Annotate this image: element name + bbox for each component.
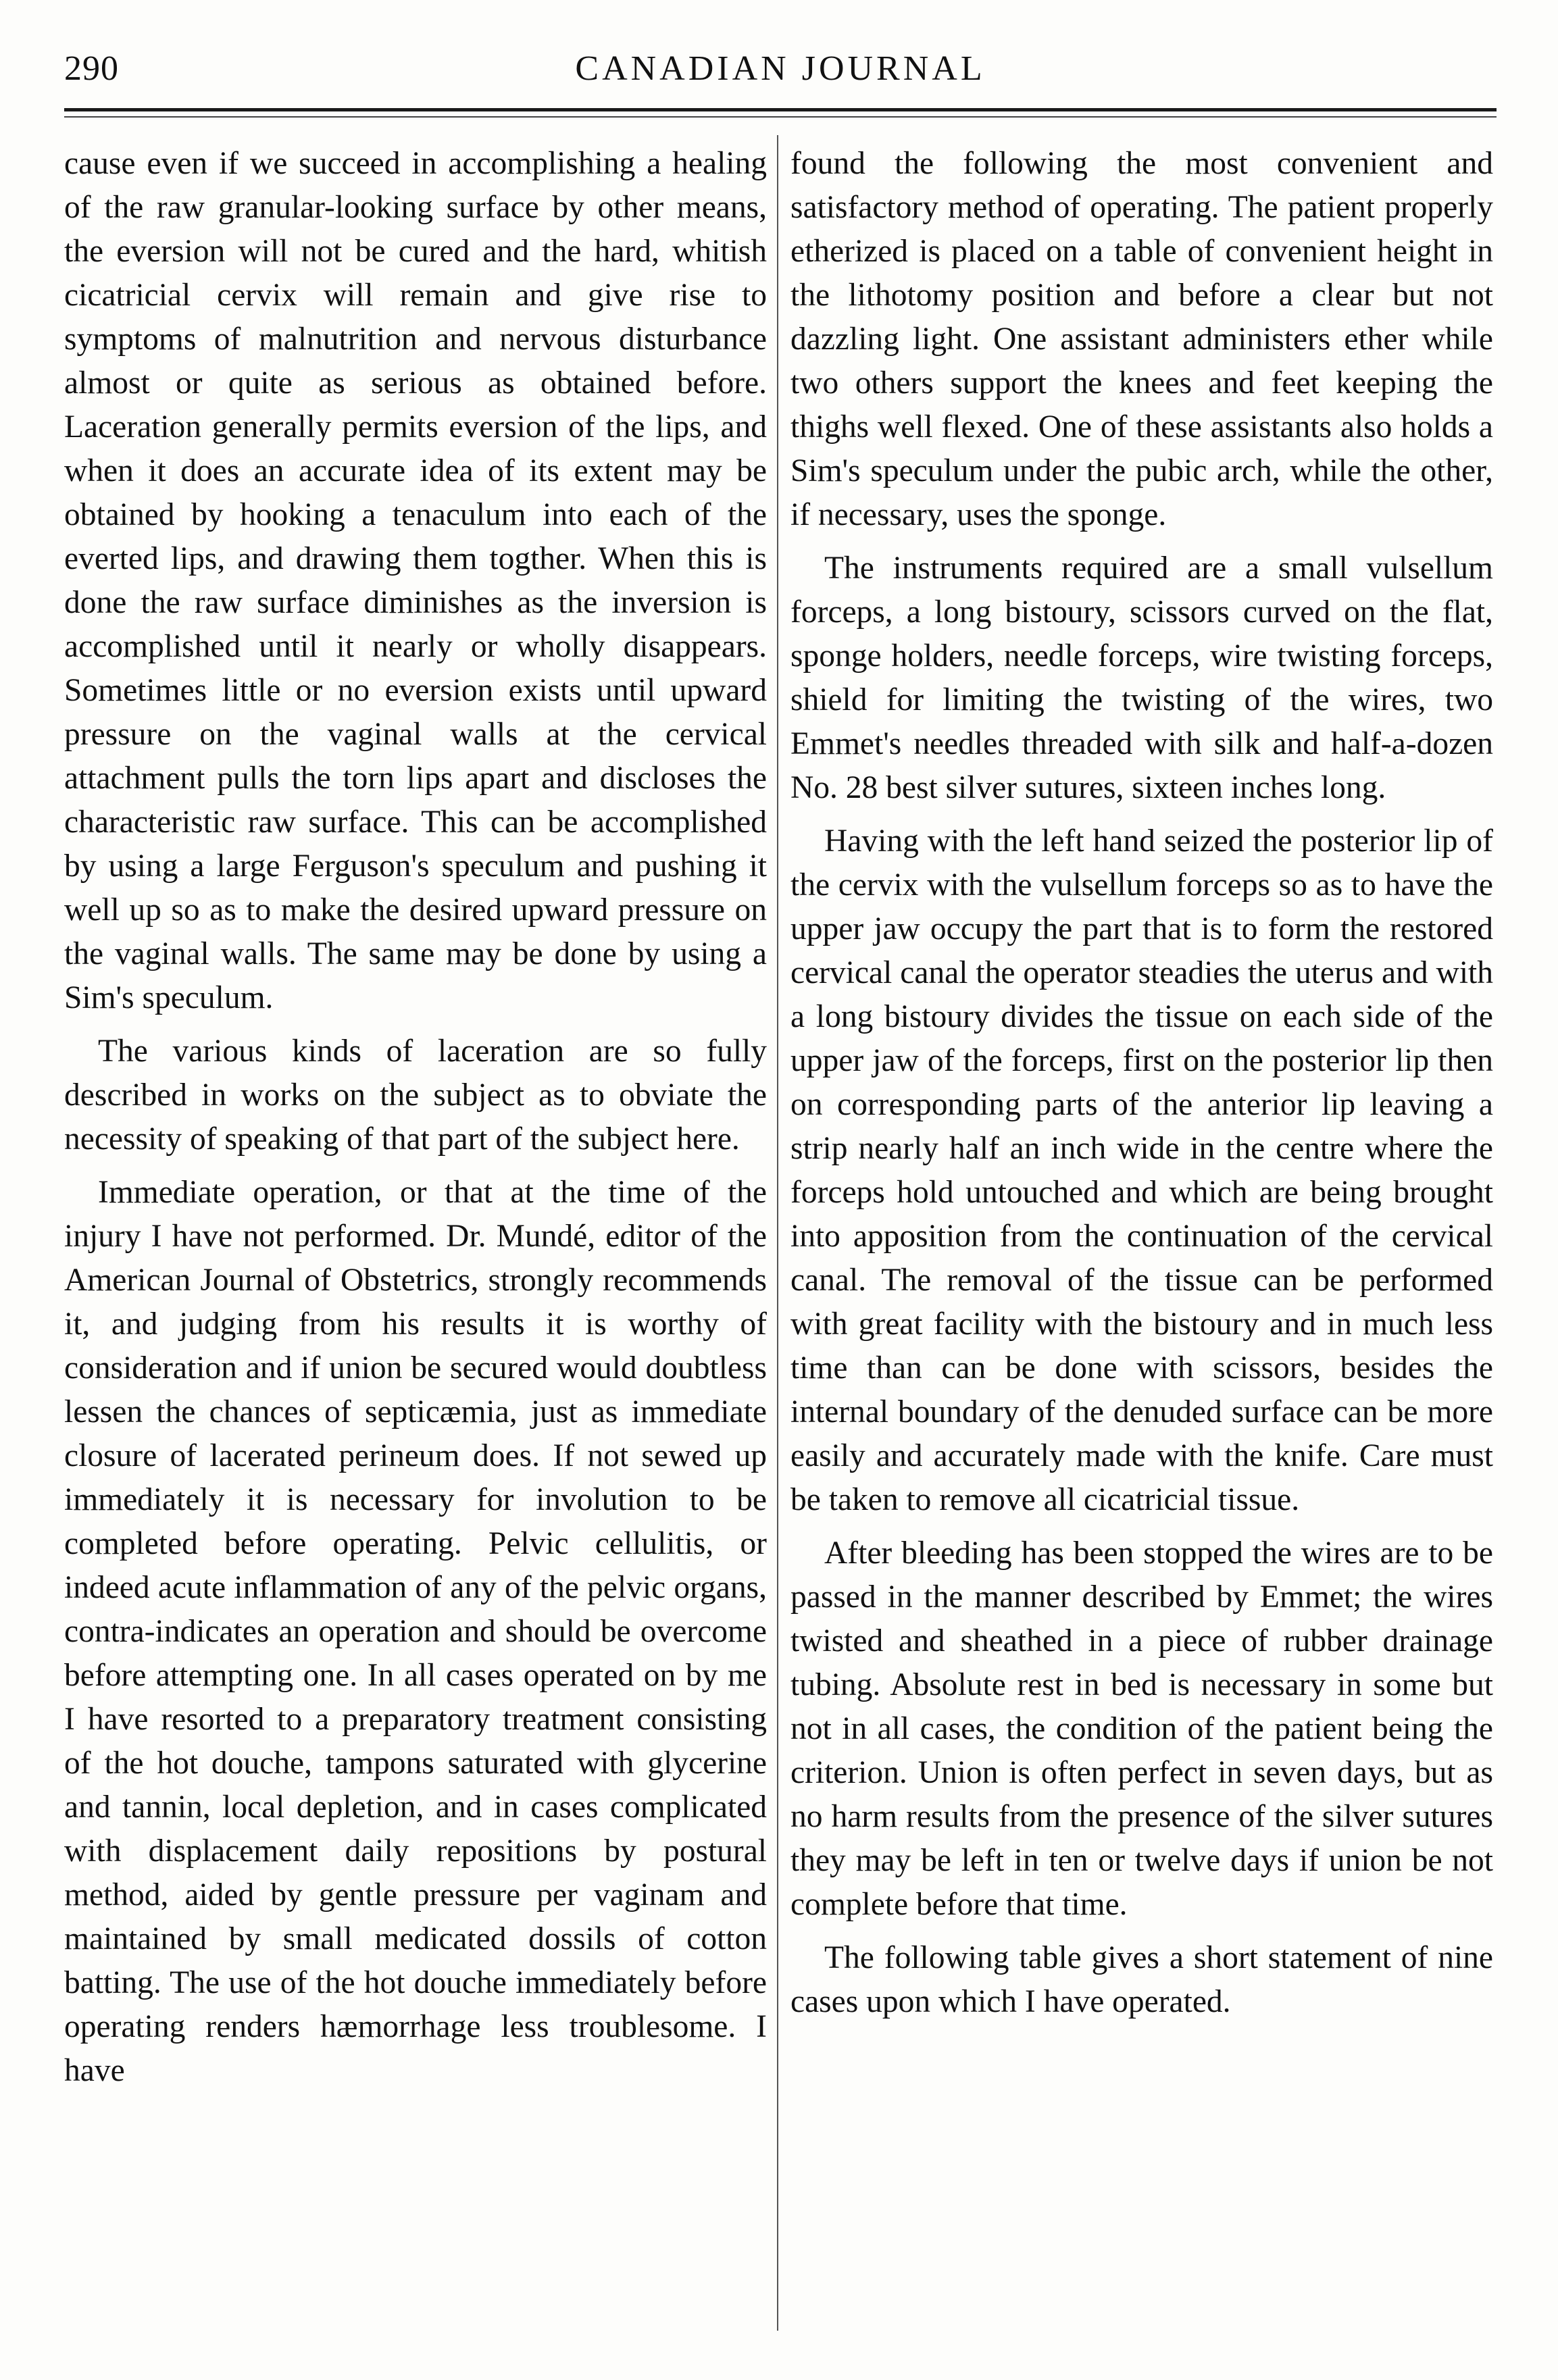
right-paragraph-1: found the following the most convenient and satisfactory method of operating. The patient properly etherized is placed on a table of convenient height in the lithotomy position and before a clear but not dazzling light. One assistant administers ether while two others support the knees and feet keeping the thighs well flexed. One of these assistants also holds a Sim's speculum under the pubic arch, while the other, if necessary, uses the sponge.: [790, 146, 1493, 532]
right-paragraph-3: Having with the left hand seized the posterior lip of the cervix with the vulsellum forceps so as to have the upper jaw occupy the part that is to form the restored cervical canal the operator steadies the uterus and with a long bistoury divides the tissue on each side of the upper jaw of the forceps, first on the posterior lip then on corresponding parts of the anterior lip leaving a strip nearly half an inch wide in the centre where the forceps hold untouched and which are being brought into apposition from the continuation of the cervical canal. The removal of the tissue can be performed with great facility with the bistoury and in much less time than can be done with scissors, besides the internal boundary of the denuded surface can be more easily and accurately made with the knife. Care must be taken to remove all cicatricial tissue.: [790, 824, 1493, 1517]
left-column: [64, 142, 767, 2102]
header-rule-thin: [64, 116, 1497, 118]
left-paragraph-2: The various kinds of laceration are so fully described in works on the subject as to obviate the necessity of speaking of that part of the subject here.: [64, 1034, 767, 1157]
right-paragraph-2: The instruments required are a small vulsellum forceps, a long bistoury, scissors curved on the flat, sponge holders, needle forceps, wire twisting forceps, shield for limiting the twisting of the wires, two Emmet's needles threaded with silk and half-a-dozen No. 28 best silver sutures, sixteen inches long.: [790, 551, 1493, 805]
column-divider: [777, 135, 778, 2331]
header-rule-thick: [64, 108, 1497, 111]
running-title: CANADIAN JOURNAL: [575, 49, 986, 88]
right-paragraph-5: The following table gives a short statement of nine cases upon which I have operated.: [790, 1940, 1493, 2019]
right-column: [790, 142, 1493, 2033]
page-number: 290: [64, 49, 119, 88]
right-paragraph-4: After bleeding has been stopped the wires are to be passed in the manner described by Emmet; the wires twisted and sheathed in a piece of rubber drainage tubing. Absolute rest in bed is necessary in some but not in all cases, the condition of the patient being the criterion. Union is often perfect in seven days, but as no harm results from the presence of the silver sutures they may be left in ten or twelve days if union be not complete before that time.: [790, 1536, 1493, 1922]
left-paragraph-3: Immediate operation, or that at the time of the injury I have not performed. Dr. Mundé, editor of the American Journal of Obstetrics, strongly recommends it, and judging from his results it is worthy of consideration and if union be secured would doubtless lessen the chances of septicæmia, just as immediate closure of lacerated perineum does. If not sewed up immediately it is necessary for involution to be completed before operating. Pelvic cellulitis, or indeed acute inflammation of any of the pelvic organs, contra-indicates an operation and should be overcome before attempting one. In all cases operated on by me I have resorted to a preparatory treatment consisting of the hot douche, tampons saturated with glycerine and tannin, local depletion, and in cases complicated with displacement daily repositions by postural method, aided by gentle pressure per vaginam and maintained by small medicated dossils of cotton batting. The use of the hot douche immediately before operating renders hæmorrhage less troublesome. I have: [64, 1175, 767, 2088]
left-paragraph-1: cause even if we succeed in accomplishing a healing of the raw granular-looking surface by other means, the eversion will not be cured and the hard, whitish cicatricial cervix will remain and give rise to symptoms of malnutrition and nervous disturbance almost or quite as serious as obtained before. Laceration generally permits eversion of the lips, and when it does an accurate idea of its extent may be obtained by hooking a tenaculum into each of the everted lips, and drawing them togther. When this is done the raw surface diminishes as the inversion is accomplished until it nearly or wholly disappears. Sometimes little or no eversion exists until upward pressure on the vaginal walls at the cervical attachment pulls the torn lips apart and discloses the characteristic raw surface. This can be accomplished by using a large Ferguson's speculum and pushing it well up so as to make the desired upward pressure on the vaginal walls. The same may be done by using a Sim's speculum.: [64, 146, 767, 1015]
page-header: [64, 49, 1497, 103]
